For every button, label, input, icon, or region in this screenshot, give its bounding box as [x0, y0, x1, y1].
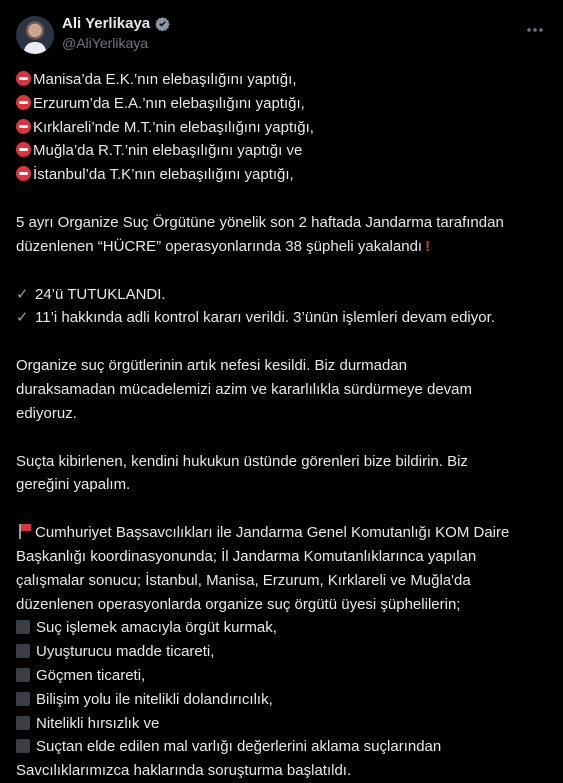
coordination-line: düzenlenen operasyonlarda organize suç örgütü üyesi şüphelilerin; — [16, 595, 461, 613]
check-mark-icon: ✓ — [16, 285, 29, 303]
no-entry-icon — [16, 166, 31, 181]
appeal-line: gereğini yapalım. — [16, 476, 131, 494]
check-mark-icon: ✓ — [16, 309, 29, 327]
summary-line: düzenlenen “HÜCRE” operasyonlarında 38 şüpheli yakalandı ! — [16, 235, 547, 259]
closing-line: Savcılıklarımızca haklarında soruşturma başlatıldı. — [16, 762, 352, 780]
operation-line: İstanbul’da T.K’nın elebaşılığını yaptığı, — [16, 163, 547, 187]
coordination-line: Başkanlığı koordinasyonunda; İl Jandarma Komutanlıklarınca yapılan — [16, 547, 477, 565]
black-square-icon — [16, 716, 30, 730]
coordination-line: Cumhuriyet Başsavcılıkları ile Jandarma Genel Komutanlığı KOM Daire — [16, 521, 547, 545]
summary-line: 5 ayrı Organize Suç Örgütüne yönelik son 2 haftada Jandarma tarafından — [16, 213, 504, 231]
operation-line: Muğla’da R.T.’nin elebaşılığını yaptığı ve — [16, 139, 547, 163]
operation-line: Erzurum’da E.A.’nın elebaşılığını yaptığı, — [16, 92, 547, 116]
operation-line: Kırklareli’nde M.T.’nin elebaşılığını yaptığı, — [16, 116, 547, 140]
result-line: ✓ 11’i hakkında adli kontrol kararı verildi. 3’ünün işlemleri devam ediyor. — [16, 306, 547, 330]
author-handle[interactable]: @AliYerlikaya — [62, 35, 149, 51]
red-flag-icon — [16, 523, 32, 539]
avatar[interactable] — [16, 16, 54, 54]
operation-line: Manisa’da E.K.’nın elebaşılığını yaptığı, — [16, 68, 547, 92]
charge-item: Göçmen ticareti, — [16, 664, 547, 688]
author-info — [62, 15, 170, 51]
no-entry-icon — [16, 71, 31, 86]
no-entry-icon — [16, 142, 31, 157]
result-line: ✓ 24’ü TUTUKLANDI. — [16, 283, 547, 307]
no-entry-icon — [16, 95, 31, 110]
black-square-icon — [16, 739, 30, 753]
black-square-icon — [16, 644, 30, 658]
black-square-icon — [16, 668, 30, 682]
no-entry-icon — [16, 119, 31, 134]
charge-item: Suç işlemek amacıyla örgüt kurmak, — [16, 616, 547, 640]
coordination-line: çalışmalar sonucu; İstanbul, Manisa, Erzurum, Kırklareli ve Muğla'da — [16, 571, 471, 589]
more-dots-icon[interactable] — [525, 20, 545, 40]
verified-badge-icon — [155, 16, 170, 31]
charge-item: Uyuşturucu madde ticareti, — [16, 640, 547, 664]
statement-line: ediyoruz. — [16, 404, 77, 422]
tweet-header — [16, 14, 547, 58]
black-square-icon — [16, 620, 30, 634]
red-exclamation-icon: ! — [425, 237, 431, 255]
statement-line: duraksamadan mücadelemizi azim ve kararlılıkla sürdürmeye devam — [16, 380, 473, 398]
tweet-text — [16, 68, 547, 783]
black-square-icon — [16, 692, 30, 706]
charge-item: Suçtan elde edilen mal varlığı değerlerini aklama suçlarından — [16, 735, 547, 759]
charge-item: Nitelikli hırsızlık ve — [16, 712, 547, 736]
charge-item: Bilişim yolu ile nitelikli dolandırıcılık, — [16, 688, 547, 712]
appeal-line: Suçta kibirlenen, kendini hukukun üstünde görenleri bize bildirin. Biz — [16, 452, 468, 470]
author-display-name[interactable]: Ali Yerlikaya — [62, 15, 151, 32]
statement-line: Organize suç örgütlerinin artık nefesi kesildi. Biz durmadan — [16, 357, 408, 375]
